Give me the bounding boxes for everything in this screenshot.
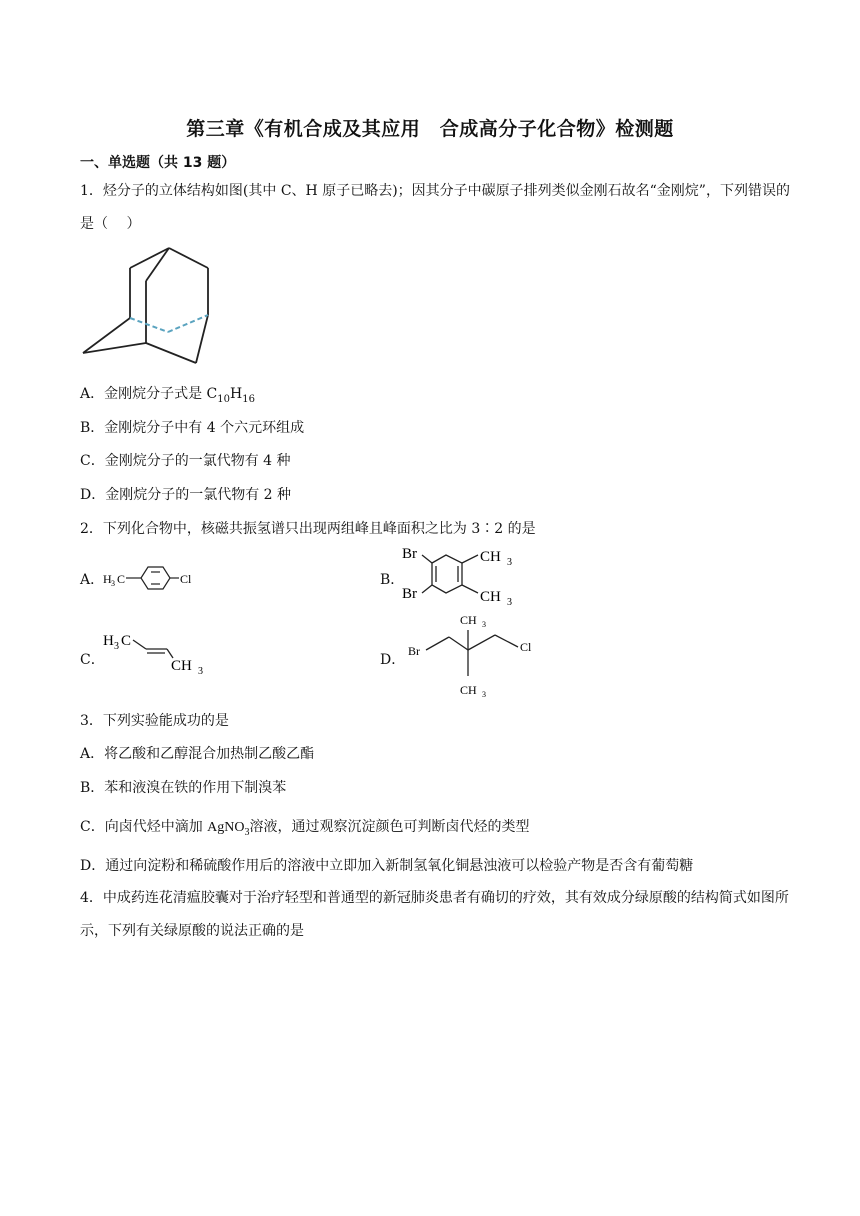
page-title: 第三章《有机合成及其应用 合成高分子化合物》检测题 bbox=[186, 118, 674, 140]
svg-text:Cl: Cl bbox=[520, 640, 532, 654]
q2-structure-a-chlorotoluene bbox=[103, 560, 203, 596]
q1-option-a: A．金刚烷分子式是 $C_{10}H_{16}$ bbox=[80, 386, 255, 405]
svg-text:CH: CH bbox=[480, 589, 501, 605]
q2-structure-b-dibromo-dimethyl-cyclohexadiene bbox=[400, 541, 540, 611]
svg-text:CH: CH bbox=[460, 683, 477, 697]
q1-option-c: C．金刚烷分子的一氯代物有 4 种 bbox=[80, 453, 291, 469]
adamantane-structure-figure bbox=[78, 243, 218, 368]
q2-option-a-label: A． bbox=[80, 572, 105, 588]
q3-option-d: D．通过向淀粉和稀硫酸作用后的溶液中立即加入新制氢氧化铜悬浊液可以检验产物是否含有葡萄糖 bbox=[80, 858, 694, 874]
q3-option-a: A．将乙酸和乙醇混合加热制乙酸乙酯 bbox=[80, 746, 315, 762]
svg-text:3: 3 bbox=[482, 620, 486, 629]
q2-structure-d-bromo-chloro-dimethylpropane bbox=[405, 610, 545, 700]
svg-text:Cl: Cl bbox=[180, 572, 192, 586]
q1-option-d: D．金刚烷分子的一氯代物有 2 种 bbox=[80, 487, 292, 503]
svg-text:H: H bbox=[103, 572, 112, 586]
svg-text:3: 3 bbox=[198, 666, 203, 677]
svg-text:CH: CH bbox=[171, 658, 192, 674]
question-2-stem: 2．下列化合物中，核磁共振氢谱只出现两组峰且峰面积之比为 3∶2 的是 bbox=[80, 521, 536, 537]
q3-option-b: B．苯和液溴在铁的作用下制溴苯 bbox=[80, 780, 287, 796]
svg-text:3: 3 bbox=[114, 641, 119, 652]
svg-text:H: H bbox=[103, 633, 114, 649]
q2-option-c-label: C． bbox=[80, 652, 105, 668]
q2-option-b-label: B． bbox=[380, 572, 405, 588]
svg-text:3: 3 bbox=[482, 690, 486, 699]
svg-text:C: C bbox=[117, 572, 126, 586]
question-3-stem: 3．下列实验能成功的是 bbox=[80, 713, 229, 729]
question-4-stem: 4．中成药连花清瘟胶囊对于治疗轻型和普通型的新冠肺炎患者有确切的疗效，其有效成分绿原酸的结构简式如图所示，下列有关绿原酸的说法正确的是 bbox=[80, 890, 789, 939]
section-heading: 一、单选题（共 13 题） bbox=[80, 155, 236, 171]
svg-text:C: C bbox=[121, 633, 132, 649]
q3-option-c: C．向卤代烃中滴加 AgNO$_3$溶液，通过观察沉淀颜色可判断卤代烃的类型 bbox=[80, 819, 530, 838]
svg-text:CH: CH bbox=[460, 613, 477, 627]
q2-option-d-label: D． bbox=[380, 652, 406, 668]
svg-text:3: 3 bbox=[507, 557, 512, 568]
svg-text:Br: Br bbox=[402, 586, 417, 602]
svg-text:3: 3 bbox=[111, 579, 115, 588]
svg-text:Br: Br bbox=[408, 644, 420, 658]
svg-text:CH: CH bbox=[480, 549, 501, 565]
svg-text:3: 3 bbox=[507, 597, 512, 608]
q2-structure-c-2-butene bbox=[101, 628, 211, 680]
svg-text:Br: Br bbox=[402, 546, 417, 562]
q1-option-b: B．金刚烷分子中有 4 个六元环组成 bbox=[80, 420, 305, 436]
question-1-stem: 1．烃分子的立体结构如图(其中 C、H 原子已略去)；因其分子中碳原子排列类似金刚石故名“金刚烷”，下列错误的是（ ） bbox=[80, 183, 790, 232]
